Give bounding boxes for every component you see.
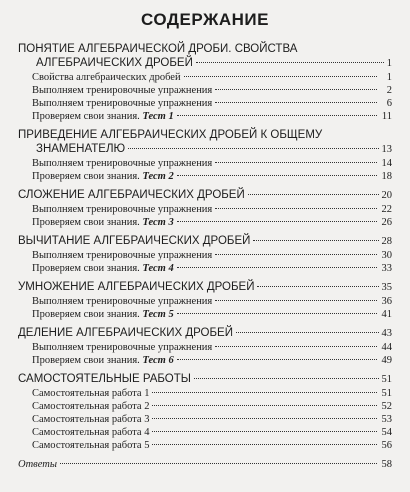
dot-leader	[253, 240, 378, 241]
toc-section	[18, 372, 392, 452]
entry-page-number: 51	[381, 388, 392, 399]
dot-leader	[257, 286, 378, 287]
toc-entry	[18, 295, 392, 308]
entry-text: Самостоятельная работа 5	[32, 440, 150, 451]
section-heading-text: СЛОЖЕНИЕ АЛГЕБРАИЧЕСКИХ ДРОБЕЙ	[18, 189, 245, 201]
entry-page-number: 52	[381, 401, 392, 412]
dot-leader	[215, 89, 377, 90]
section-heading	[18, 372, 392, 387]
entry-text: Проверяем свои знания.	[32, 309, 140, 320]
entry-text: Выполняем тренировочные упражнения	[32, 296, 213, 307]
entry-text: Самостоятельная работа 1	[32, 388, 150, 399]
entry-text: Выполняем тренировочные упражнения	[32, 342, 213, 353]
dot-leader	[184, 76, 377, 77]
section-page-number: 35	[381, 282, 392, 293]
toc-entry	[18, 97, 392, 110]
entry-page-number: 6	[386, 98, 392, 109]
section-heading-text: ДЕЛЕНИЕ АЛГЕБРАИЧЕСКИХ ДРОБЕЙ	[18, 327, 233, 339]
entry-page-number: 11	[381, 111, 392, 122]
dot-leader	[177, 115, 377, 116]
page-title: СОДЕРЖАНИЕ	[141, 10, 269, 29]
toc-entry	[18, 170, 392, 183]
toc-entry	[18, 84, 392, 97]
entry-label	[32, 249, 212, 262]
test-label: Тест 5	[142, 309, 174, 320]
entry-label	[32, 216, 174, 229]
dot-leader	[152, 418, 377, 419]
dot-leader	[194, 378, 379, 379]
entry-label	[32, 110, 174, 123]
dot-leader	[215, 208, 377, 209]
toc-entry	[18, 216, 392, 229]
entry-label	[32, 203, 212, 216]
test-label: Тест 2	[142, 171, 174, 182]
dot-leader	[196, 62, 384, 63]
toc-entry	[18, 387, 392, 400]
dot-leader	[215, 346, 377, 347]
section-heading-text: САМОСТОЯТЕЛЬНЫЕ РАБОТЫ	[18, 373, 191, 385]
toc-section	[18, 280, 392, 321]
entry-label	[32, 295, 212, 308]
entry-text: Выполняем тренировочные упражнения	[32, 98, 213, 109]
entry-page-number: 36	[381, 296, 392, 307]
entry-label	[32, 387, 149, 400]
dot-leader	[152, 392, 377, 393]
section-heading	[18, 280, 392, 295]
entry-label	[32, 84, 212, 97]
entry-page-number: 14	[381, 158, 392, 169]
toc-entry	[18, 413, 392, 426]
section-heading	[18, 234, 392, 249]
entry-page-number: 44	[381, 342, 392, 353]
dot-leader	[248, 194, 379, 195]
entry-text: Проверяем свои знания.	[32, 111, 140, 122]
entry-text: Самостоятельная работа 3	[32, 414, 150, 425]
test-label: Тест 4	[142, 263, 174, 274]
entry-page-number: 30	[381, 250, 392, 261]
entry-label	[32, 341, 212, 354]
dot-leader	[177, 175, 377, 176]
section-page-number: 28	[381, 236, 392, 247]
toc-entry	[18, 249, 392, 262]
dot-leader	[177, 267, 377, 268]
answers-label: Ответы	[18, 459, 57, 470]
section-heading	[18, 188, 392, 203]
toc-list	[18, 42, 392, 471]
entry-page-number: 1	[386, 72, 392, 83]
dot-leader	[215, 300, 377, 301]
toc-section	[18, 42, 392, 123]
entry-text: Проверяем свои знания.	[32, 217, 140, 228]
toc-entry	[18, 400, 392, 413]
entry-text: Проверяем свои знания.	[32, 171, 140, 182]
toc-entry	[18, 110, 392, 123]
dot-leader	[215, 102, 377, 103]
section-page-number: 51	[381, 374, 392, 385]
section-heading	[18, 326, 392, 341]
dot-leader	[152, 431, 377, 432]
toc-entry	[18, 71, 392, 84]
test-label: Тест 1	[142, 111, 174, 122]
test-label: Тест 3	[142, 217, 174, 228]
section-heading: ПРИВЕДЕНИЕ АЛГЕБРАИЧЕСКИХ ДРОБЕЙ К ОБЩЕМУ	[18, 129, 323, 141]
entry-page-number: 18	[381, 171, 392, 182]
entry-label	[32, 400, 149, 413]
answers-page-number: 58	[381, 459, 392, 470]
entry-page-number: 56	[381, 440, 392, 451]
toc-entry	[18, 308, 392, 321]
entry-page-number: 53	[381, 414, 392, 425]
toc-section	[18, 128, 392, 183]
entry-text: Самостоятельная работа 4	[32, 427, 150, 438]
entry-page-number: 49	[381, 355, 392, 366]
entry-text: Свойства алгебраических дробей	[32, 72, 181, 83]
toc-entry	[18, 262, 392, 275]
answers-entry	[18, 458, 392, 471]
entry-text: Выполняем тренировочные упражнения	[32, 85, 213, 96]
entry-text: Проверяем свои знания.	[32, 355, 140, 366]
entry-label	[32, 413, 149, 426]
toc-entry	[18, 426, 392, 439]
section-page-number: 20	[381, 190, 392, 201]
entry-page-number: 33	[381, 263, 392, 274]
dot-leader	[215, 254, 377, 255]
toc-section	[18, 326, 392, 367]
section-heading: ПОНЯТИЕ АЛГЕБРАИЧЕСКОЙ ДРОБИ. СВОЙСТВА	[18, 43, 298, 55]
entry-label	[32, 97, 212, 110]
dot-leader	[177, 221, 377, 222]
test-label: Тест 6	[142, 355, 174, 366]
toc-entry	[18, 341, 392, 354]
dot-leader	[152, 444, 377, 445]
section-page-number: 1	[386, 58, 392, 69]
entry-label	[32, 439, 149, 452]
toc-entry	[18, 157, 392, 170]
dot-leader	[60, 463, 377, 464]
entry-page-number: 41	[381, 309, 392, 320]
toc-entry	[18, 203, 392, 216]
dot-leader	[215, 162, 377, 163]
section-heading-line2: АЛГЕБРАИЧЕСКИХ ДРОБЕЙ	[36, 57, 193, 69]
entry-label	[32, 170, 174, 183]
toc-entry	[18, 354, 392, 367]
entry-page-number: 26	[381, 217, 392, 228]
toc-entry	[18, 439, 392, 452]
entry-text: Выполняем тренировочные упражнения	[32, 250, 213, 261]
entry-label	[32, 308, 174, 321]
section-heading-text: УМНОЖЕНИЕ АЛГЕБРАИЧЕСКИХ ДРОБЕЙ	[18, 281, 255, 293]
dot-leader	[177, 359, 377, 360]
section-page-number: 43	[381, 328, 392, 339]
toc-section	[18, 234, 392, 275]
entry-label	[32, 71, 181, 84]
entry-label	[32, 262, 174, 275]
entry-text: Самостоятельная работа 2	[32, 401, 150, 412]
dot-leader	[128, 148, 378, 149]
entry-page-number: 22	[381, 204, 392, 215]
section-heading-text: ВЫЧИТАНИЕ АЛГЕБРАИЧЕСКИХ ДРОБЕЙ	[18, 235, 251, 247]
entry-page-number: 54	[381, 427, 392, 438]
entry-label	[32, 426, 149, 439]
section-heading-line2: ЗНАМЕНАТЕЛЮ	[36, 143, 126, 155]
toc-section	[18, 188, 392, 229]
entry-text: Выполняем тренировочные упражнения	[32, 158, 213, 169]
section-heading-cont	[18, 56, 392, 71]
entry-text: Проверяем свои знания.	[32, 263, 140, 274]
entry-page-number: 2	[386, 85, 392, 96]
entry-label	[32, 354, 174, 367]
dot-leader	[236, 332, 379, 333]
dot-leader	[152, 405, 377, 406]
section-page-number: 13	[381, 144, 392, 155]
entry-text: Выполняем тренировочные упражнения	[32, 204, 213, 215]
section-heading-cont	[18, 142, 392, 157]
dot-leader	[177, 313, 377, 314]
entry-label	[32, 157, 212, 170]
